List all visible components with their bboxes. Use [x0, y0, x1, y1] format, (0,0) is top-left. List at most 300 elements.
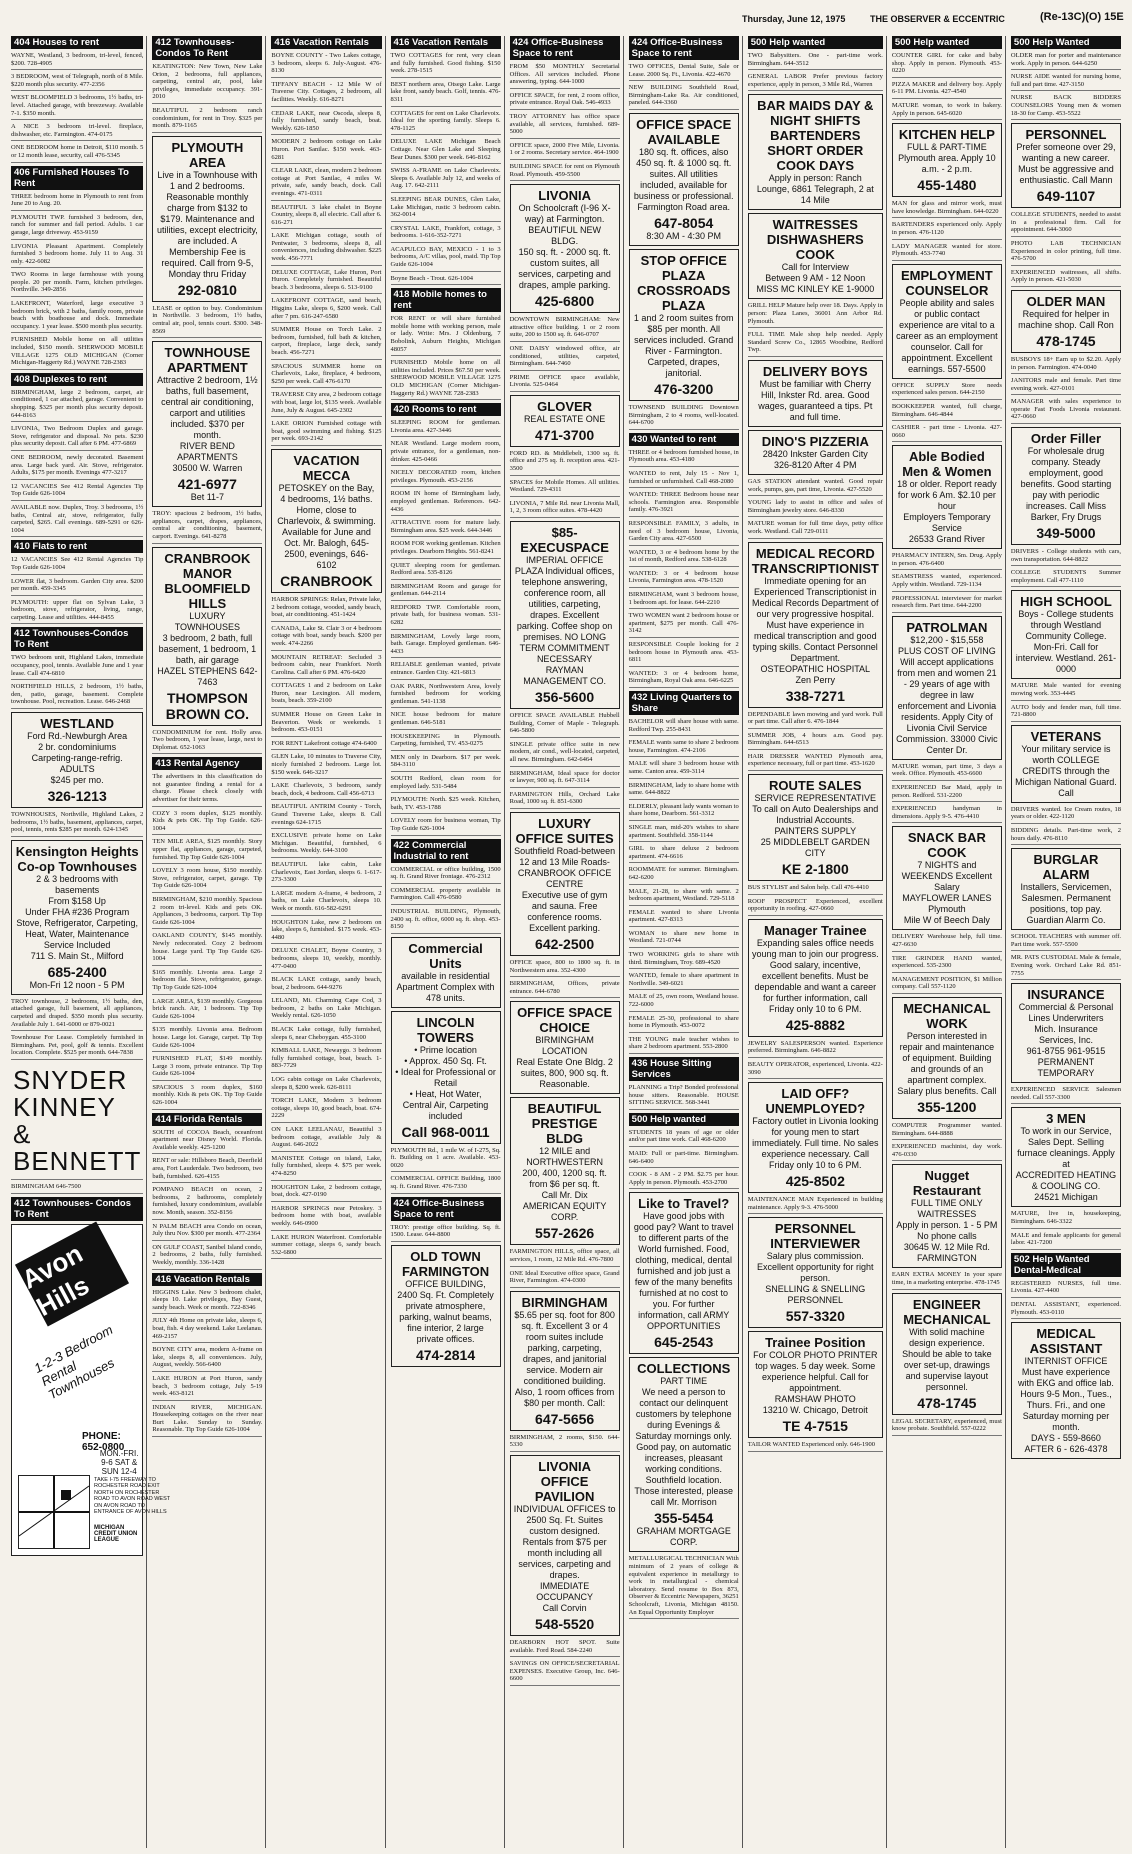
display-ad — [1011, 848, 1121, 930]
classified-ad: INDUSTRIAL BUILDING, Plymouth, 2400 sq. ft. office, 6000 sq. ft. shop. 453-8150 — [391, 908, 501, 934]
advertiser-logo: SNYDER KINNEY & BENNETT — [11, 1063, 143, 1180]
avon-hills-location-map — [18, 1475, 90, 1549]
display-ad — [11, 712, 143, 808]
classified-ad: TROY: spacious 2 bedroom, 1½ baths, appliances, carpet, drapes, appliances, central air conditioning, basement, carport. Evenings. 641-8278 — [152, 510, 262, 543]
classified-ad: GIRL to share deluxe 2 bedroom apartment. 474-6616 — [629, 845, 739, 863]
display-ad-phone: 349-5000 — [1036, 525, 1096, 542]
display-ad-phone: 326-1213 — [47, 788, 107, 805]
classified-ad: COLLEGE STUDENTS, needed to assist in a professional firm. Call for appointment. 644-3060 — [1011, 211, 1121, 237]
classified-ad: TORCH LAKE, Modern 3 bedroom cottage, sleeps 10, good beach, boat. 674-2229 — [271, 1097, 381, 1123]
classified-ad: DOWNTOWN BIRMINGHAM: New attractive office building. 1 or 2 room suite, 200 to 1500 sq. ft. 646-0707 — [510, 316, 620, 342]
display-ad-line: Between 9 AM - 12 Noon — [765, 273, 866, 284]
section-heading: 424 Office-Business Space to rent — [510, 36, 620, 60]
display-ad-title: BIRMINGHAM — [521, 1294, 608, 1310]
classified-ad: ATTRACTIVE room for mature lady. Birmingham area. $25 week. 644-3446 — [391, 519, 501, 537]
classified-column — [889, 36, 1006, 1848]
masthead — [0, 0, 1132, 24]
display-ad-line: Carpeting-range-refrig. — [31, 753, 123, 764]
section-heading: 412 Townhouses- Condos To Rent — [11, 1197, 143, 1221]
display-ad-line: 12 MILE and NORTHWESTERN — [526, 1146, 604, 1168]
display-ad-line: Prefer someone over 29, wanting a new career. Must be aggressive and enthusiastic. Call Mann — [1016, 142, 1116, 186]
display-ad-line: 180 sq. ft. offices, also 450 sq. ft. & 1000 sq. ft. suites. All utilities included, available for business or professional. Farmington Road area. — [633, 146, 734, 212]
classified-ad: TRAVERSE City area, 2 bedroom cottage with boat, large lot, $135 week. Available June, July & August. 645-2302 — [271, 391, 381, 417]
classified-ad: LAKEFRONT, Waterford, large executive 3 bedroom brick, with 2 baths, family room, private beach with boathouse and dock. Immediate occupancy. 1 year lease. $500 month plus security. — [11, 300, 143, 333]
display-ad-line: REAL ESTATE ONE — [523, 413, 606, 424]
classified-ad: LAKE ORION Furnished cottage with boat, good swimming and fishing. $125 per week. 693-2142 — [271, 420, 381, 446]
classified-ad: LAKE HURON Waterfront. Comfortable summer cottage, sleeps 6, sandy beach. 532-6800 — [271, 1234, 381, 1260]
classified-ad: LIVONIA, Two Bedroom Duplex and garage. Stove, refrigerator and disposal. No pets. $230 plus security deposit. Call after 6 PM. 477-6869 — [11, 425, 143, 451]
display-ad-line: Call Corvin — [542, 1602, 587, 1613]
classified-ad: LARGE modern A-frame, 4 bedroom, 2 baths, on Lake Charlevoix, sleeps 10. Week or month. 616-582-6291 — [271, 890, 381, 916]
classified-ad: LOVELY 3 room house, $150 monthly. Stove, refrigerator, carpet, garage. Tip Top Guide 626-1004 — [152, 867, 262, 893]
display-ad — [892, 997, 1002, 1119]
classified-ad: FARMINGTON HILLS, office space, all services, 1 room, 12 Mile Rd. 476-7800 — [510, 1248, 620, 1266]
section-heading: 502 Help Wanted Dental-Medical — [1011, 1253, 1121, 1277]
display-ad-line: 200, 400, 1200 sq. ft. from $6 per sq. ft. — [522, 1168, 607, 1190]
display-ad — [510, 812, 620, 956]
classified-ad: MAINTENANCE MAN Experienced in building maintenance. Apply 9-3. 476-5000 — [748, 1196, 883, 1214]
display-ad-title: ENGINEER MECHANICAL — [903, 1296, 991, 1327]
advertiser-logo-sub: BIRMINGHAM 646-7500 — [11, 1183, 143, 1194]
section-heading: 418 Mobile homes to rent — [391, 288, 501, 312]
display-ad — [748, 919, 883, 1037]
classified-ad: FARMINGTON Hills, Orchard Lake Road, 1000 sq. ft. 851-6300 — [510, 791, 620, 809]
display-ad-line: BIRMINGHAM LOCATION — [535, 1035, 594, 1057]
classified-ad: BEST northern area, Otsego Lake. Large lake front, sandy beach. Golf, tennis. 476-8311 — [391, 81, 501, 107]
display-ad — [748, 1331, 883, 1438]
classified-ad: ONE BEDROOM home in Detroit, $110 month. 5 or 12 month lease, security, call 476-5345 — [11, 144, 143, 162]
classified-ad: OFFICE space, 800 to 1800 sq. ft. in Northwestern area. 352-4300 — [510, 959, 620, 977]
display-ad — [510, 521, 620, 709]
display-ad-line: From $158 Up — [48, 895, 106, 906]
classified-ad: MATURE, live in, housekeeping, Birmingham. 646-3322 — [1011, 1210, 1121, 1228]
section-heading: 412 Townhouses-Condos To Rent — [11, 627, 143, 651]
classified-ad: SOUTH Redford, clean room for employed lady. 531-5484 — [391, 775, 501, 793]
classified-ad: EXPERIENCED waitresses, all shifts. Apply in person. 421-5030 — [1011, 269, 1121, 287]
classified-ad: LOWER flat, 3 bedroom. Garden City area. $200 per month. 459-3345 — [11, 578, 143, 596]
display-ad-title: CRANBROOK MANOR BLOOMFIELD HILLS — [164, 550, 251, 611]
classified-ad: BUSBOYS 18+ Earn up to $2.20. Apply in person. Farmington. 474-0040 — [1011, 356, 1121, 374]
classified-ad: SWISS A-FRAME on Lake Charlevoix. Sleeps 6. Available July 12, and weeks of Aug. 17. 642-2111 — [391, 167, 501, 193]
classified-ad: LAKEFRONT COTTAGE, sand beach, Higgins Lake, sleeps 6, $200 week. Call after 7 pm. 616-247-6580 — [271, 297, 381, 323]
map-icon — [19, 1476, 89, 1548]
classified-ad: OAK PARK, Northwestern Area, lovely furnished bedroom for working gentleman. 541-1138 — [391, 683, 501, 709]
classified-ad: ON GULF COAST, Sanibel Island condo, 2 bedrooms, 2 baths, fully furnished. Weekly, monthly. 336-1428 — [152, 1244, 262, 1270]
display-ad-line: Will accept applications from men and women 21 - 29 years of age with degree in law enforcement and Livonia residents. Apply City of Livonia Civil Service Commission. 33000 Civic Center Dr. — [896, 656, 998, 755]
classified-ad: RESPONSIBLE Couple looking for 2 bedroom house in Plymouth area. 453-6811 — [629, 641, 739, 667]
classified-ad: CRYSTAL LAKE, Frankfort, cottage, 3 bedrooms. 1-616-352-7271 — [391, 225, 501, 243]
classified-ad: NEAR Westland. Large modern room, private entrance, for a gentleman, non-drinker. 425-0466 — [391, 440, 501, 466]
display-ad-line: For COLOR PHOTO PRINTER top wages. 5 day week. Some experience helpful. Call for appointment. — [753, 1350, 878, 1394]
display-ad — [748, 774, 883, 881]
section-heading: 413 Rental Agency — [152, 757, 262, 770]
classified-ad: SEAMSTRESS wanted, experienced. Apply within. Westland. 729-1134 — [892, 573, 1002, 591]
classified-ad: ON LAKE LEELANAU, Beautiful 3 bedroom cottage, available July & August. 646-2022 — [271, 1126, 381, 1152]
classified-ad: $135 monthly. Livonia area. Bedroom house. Large lot. Garage, carpet. Tip Top Guide 626-1004 — [152, 1026, 262, 1052]
display-ad-line: Executive use of gym and sauna. Free conference rooms. Excellent parking. — [521, 889, 608, 933]
display-ad-line: Immediate opening for an Experienced Transcriptionist in Medical Records Department of our very progressive hospital. Must have experience in medical transcription and good typing skills. Contact Personnel Department. — [752, 575, 879, 663]
display-ad-phone: 557-3320 — [785, 1308, 845, 1325]
classified-ad: ONE DAISY windowed office, air conditioned, utilities, carpeted, Birmingham. 644-7460 — [510, 345, 620, 371]
classified-ad: PHARMACY INTERN, Sm. Drug. Apply in person. 476-6400 — [892, 552, 1002, 570]
display-ad-title: WAITRESSES DISHWASHERS COOK — [766, 217, 864, 263]
display-ad-phone: 478-1745 — [1036, 332, 1096, 349]
classified-ad: EXPERIENCED handyman in dimensions. Apply 9-5. 476-4410 — [892, 805, 1002, 823]
classified-ad: LAKE HURON at Port Huron, sandy beach, 3 bedroom cottage, July 5-19 week. 463-8121 — [152, 1375, 262, 1401]
display-ad-line: HAZEL STEPHENS 642-7463 — [157, 665, 258, 687]
display-ad-line: RAYMAN MANAGEMENT CO. — [523, 665, 607, 687]
classified-ad: LEASE or option to buy. Condominium in Northville. 3 bedroom, 1½ baths, central air, pool, tennis court. $300. 348-8569 — [152, 305, 262, 338]
classified-ad: FULL TIME Male shop help needed. Apply Standard Screw Co., 12865 Woodbine, Redford Twp. — [748, 331, 883, 357]
display-ad — [629, 1192, 739, 1354]
classified-ad: FEMALE wants same to share 2 bedroom house, Farmington. 474-2106 — [629, 739, 739, 757]
display-ad-line: 25 MIDDLEBELT GARDEN CITY — [760, 837, 870, 859]
display-ad-title: ROUTE SALES — [769, 778, 862, 794]
classified-ad: MALE of 25, own room, Westland house. 722-6000 — [629, 993, 739, 1011]
display-ad-line: SERVICE REPRESENTATIVE — [754, 793, 877, 804]
classified-ad: 3 BEDROOM, west of Telegraph, north of 8 Mile. $220 month plus security. 477-2356 — [11, 73, 143, 91]
display-ad — [748, 1082, 883, 1193]
classified-column — [626, 36, 743, 1848]
display-ad-line: To work in our Service, Sales Dept. Selling furnace cleanings. Apply at — [1017, 1126, 1115, 1170]
display-ad-line: AMERICAN EQUITY CORP. — [522, 1201, 607, 1223]
classified-ad: SAVINGS ON OFFICE/SECRETARIAL EXPENSES. Executive Group, Inc. 646-6600 — [510, 1660, 620, 1686]
display-ad-title: Order Filler — [1030, 431, 1101, 447]
display-ad-line: PAINTERS SUPPLY — [774, 826, 857, 837]
display-ad — [892, 264, 1002, 379]
display-ad-phone: 478-1745 — [917, 1394, 977, 1411]
display-ad-hours: Mon-Fri 12 noon - 5 PM — [29, 979, 125, 990]
display-ad-phone: 548-5520 — [535, 1615, 595, 1632]
classified-ad: Townhouse For Lease. Completely furnished in Birmingham. Pet, pool, golf & tennis. Excellent location. Complete. $525 per month. 644-7838 — [11, 1034, 143, 1060]
classified-ad: COOK - 8 AM - 2 PM. $2.75 per hour. Apply in person. Plymouth. 453-2700 — [629, 1171, 739, 1189]
display-ad — [391, 1011, 501, 1144]
display-ad-title: PERSONNEL INTERVIEWER — [770, 1221, 861, 1252]
classified-ad: Boyne Beach - Trout. 626-1004 — [391, 275, 501, 286]
display-ad-phone: TE 4-7515 — [782, 1418, 848, 1435]
display-ad-line: Commercial & Personal Lines Underwriters — [1018, 1002, 1114, 1024]
classified-ad: SPACIOUS SUMMER home on Charlevoix, Lake, fireplace, 4 bedroom, $250 per week. Call 476-6170 — [271, 363, 381, 389]
classified-column — [507, 36, 624, 1848]
classified-ad: NURSE AIDE wanted for nursing home, full and part time. 427-3150 — [1011, 73, 1121, 91]
classified-ad: MODERN 2 bedroom cottage on Lake Huron. Port Sanilac. $150 week. 463-6281 — [271, 138, 381, 164]
classified-ad: MALE, 21-28, to share with same. 2 bedroom apartment, Westland. 729-5118 — [629, 888, 739, 906]
display-ad-title: INSURANCE — [1027, 987, 1105, 1003]
avon-hills-directions: TAKE I-75 FREEWAY TO ROCHESTER ROAD EXIT NORTH ON ROCHESTER ROAD TO AVON ROAD WEST ON AVON ROAD TO ENTRANCE OF AVON HILLS — [94, 1476, 170, 1516]
display-ad-title: Like to Travel? — [638, 1196, 730, 1212]
display-ad — [748, 360, 883, 427]
classified-ad: CANADA, Lake St. Clair 3 or 4 bedroom cottage with boat, sandy beach. $200 per week. 474-2266 — [271, 625, 381, 651]
classified-ad: JULY 4th Home on private lake, sleeps 6, boat, fish. 4 day weekend. Lake Leelanau. 469-2157 — [152, 1317, 262, 1343]
classified-ad: N PALM BEACH area Condo on ocean, July thru Nov. $300 per month. 477-2364 — [152, 1223, 262, 1241]
classified-ad: JANITORS male and female. Part time evening work. 427-0101 — [1011, 377, 1121, 395]
classified-ad: EXPERIENCED machinist, day work. 476-0330 — [892, 1143, 1002, 1161]
section-heading: 500 Help Wanted — [1011, 36, 1121, 49]
classified-ad: TOWNSEND BUILDING Downtown Birmingham, 2 to 4 rooms, well-located. 644-6700 — [629, 404, 739, 430]
classified-ad: HAIR DRESSER WANTED Plymouth area, experience necessary, full or part time. 453-1620 — [748, 753, 883, 771]
display-ad-line: 30500 W. Warren — [172, 463, 243, 474]
classified-ad: FURNISHED Mobile home on all utilities included, $150 month. SHERWOOD MOBILE VILLAGE 1275 OLD MICHIGAN (Corner Michigan-Haggerty Rd.) WAYNE 728-2383 — [11, 336, 143, 369]
display-ad-title: 3 MEN — [1046, 1111, 1086, 1127]
classified-ad: TAILOR WANTED Experienced only. 646-1900 — [748, 1441, 883, 1452]
classified-ad: SUMMER House on Torch Lake. 2 bedroom, furnished, full bath & kitchen, carport, fireplace, large deck, sandy beach. 456-7271 — [271, 326, 381, 359]
classified-ad: ROOF PROSPECT Experienced, excellent opportunity in roofing. 427-0660 — [748, 898, 883, 916]
display-ad-title: PLYMOUTH AREA — [171, 139, 244, 170]
display-ad-title: WESTLAND — [40, 716, 114, 732]
classified-ad: COMPUTER Programmer wanted. Birmingham. 644-8888 — [892, 1122, 1002, 1140]
display-ad-line: Plymouth area. Apply 10 a.m. - 2 p.m. — [898, 153, 996, 175]
display-ad-phone: 647-8054 — [654, 214, 714, 231]
display-ad-line: WAITRESSES — [917, 1209, 977, 1220]
display-ad-line: FULL & PART-TIME — [906, 142, 987, 153]
display-ad-line: Plymouth — [928, 904, 966, 915]
display-ad-line: Expanding sales office needs young man to join our progress. Good salary, incentive, excellent benefits. Must be dependable and want a career for further information, call Friday only 10 to 6 PM. — [752, 937, 879, 1014]
classified-ad: TWO WOMEN want 2 bedroom house or apartment, $275 per month. Call 476-3142 — [629, 612, 739, 638]
classified-ad: NURSE BACK BIDDERS COUNSELORS Young men & women 18-30 for Camp. 453-5522 — [1011, 94, 1121, 120]
display-ad-title: Commercial Units — [408, 940, 483, 971]
display-ad-line: Stove, Refrigerator, Carpeting, Heat, Water, Maintenance Service Included — [16, 917, 138, 950]
display-ad-line: Under FHA #236 Program — [25, 906, 130, 917]
classified-ad: FORD RD. & Middlebelt, 1300 sq. ft. office and 275 sq. ft. reception area. 421-3500 — [510, 450, 620, 476]
display-ad-line: FULL TIME ONLY — [910, 1198, 983, 1209]
display-ad-line: 24521 Michigan — [1034, 1192, 1098, 1203]
page-number: (Re-13C)(O) 15E — [1040, 11, 1124, 23]
display-ad-title: TOWNHOUSE APARTMENT — [164, 345, 251, 376]
display-ad-title: STOP OFFICE PLAZA CROSSROADS PLAZA — [637, 252, 731, 313]
display-ad-title: OFFICE SPACE AVAILABLE — [636, 116, 732, 147]
display-ad-phone: 292-0810 — [177, 281, 237, 298]
classified-ad: FOR RENT Lakefront cottage 474-6400 — [271, 740, 381, 751]
display-ad — [11, 840, 143, 995]
section-heading: 410 Flats to rent — [11, 540, 143, 553]
display-ad-line: ADULTS — [59, 764, 95, 775]
display-ad-line: Mich. Insurance Services, Inc. — [1034, 1024, 1098, 1046]
classified-ad: TWO WORKING girls to share with third. Birmingham, Troy. 689-4520 — [629, 951, 739, 969]
classified-ad: TWO OFFICES, Dental Suite, Sale or Lease. 2000 Sq. Ft., Livonia. 422-4670 — [629, 63, 739, 81]
classified-ad: KEATINGTON: New Town, New Lake Orion, 2 bedrooms, full appliances, carpeting, central air, pool, lake privileges, immediate occupancy. 391-2010 — [152, 63, 262, 104]
classified-ad: LARGE AREA, $139 monthly. Gorgeous brick ranch. Air, 1 bedroom. Tip Top Guide 626-1004 — [152, 998, 262, 1024]
display-ad-line: PART TIME — [660, 1376, 708, 1387]
display-ad-phone: 421-6977 — [177, 476, 237, 493]
classified-column — [149, 36, 266, 1848]
display-ad-title: Able Bodied Men & Women — [902, 449, 992, 480]
display-ad-line: LUXURY TOWNHOUSES — [174, 610, 241, 632]
section-heading: 436 House Sitting Services — [629, 1057, 739, 1081]
display-ad-line: Employers Temporary Service — [903, 512, 991, 534]
display-ad-line: Zen Perry — [795, 674, 836, 685]
classified-ad: BIDDING details. Part-time work, 2 hours daily. 476-8110 — [1011, 827, 1121, 845]
display-ad-line: 711 S. Main St., Milford — [30, 950, 124, 961]
display-ad-hours: Bet 11-7 — [190, 492, 225, 503]
classified-ad: BUILDING SPACE for rent on Plymouth Road. Plymouth. 459-5500 — [510, 163, 620, 181]
display-ad — [748, 94, 883, 210]
classified-ad: DELUXE CHALET, Boyne Country, 3 bedrooms, sleeps 10, weekly, monthly. 477-0400 — [271, 947, 381, 973]
display-ad-title: GLOVER — [537, 398, 593, 414]
display-ad-phone: 355-1200 — [917, 1098, 977, 1115]
classified-ad: TROY townhouse, 2 bedrooms, 1½ baths, den, attached garage, full basement, all appliances, carpeted and draped. $350 month plus security. Available July 1. 641-6000 or 879-0021 — [11, 998, 143, 1031]
classified-ad: COMMERCIAL or office building, 1500 sq. ft. Grand River frontage. 476-2312 — [391, 866, 501, 884]
display-ad-line: Salary plus commission. Excellent opportunity for right person. — [757, 1251, 874, 1284]
classified-ad: WANTED: 3 or 4 bedroom home, Birmingham, Royal Oak area. 646-6225 — [629, 670, 739, 688]
classified-ad: RENT or sale: Hillsboro Beach, Deerfield area, Fort Lauderdale. Two bedroom, two bath, furnished. 626-4155 — [152, 1157, 262, 1183]
display-ad-line: PETOSKEY on the Bay, 4 bedrooms, 1½ baths. Home, close to Charlevoix, & swimming. Available for June and Oct. Mr. Balogh, 645-2500, evenings, 646-6102 — [277, 482, 376, 570]
classified-ad: STUDENTS 18 years of age or older and/or part time work. Call 468-6200 — [629, 1129, 739, 1147]
display-ad-title: OLD TOWN FARMINGTON — [401, 1248, 490, 1279]
display-ad-phone: 645-2543 — [654, 1334, 714, 1351]
display-ad-line: • Ideal for Professional or Retail — [395, 1066, 496, 1088]
classified-ad: OFFICE SPACE AVAILABLE Hubbell Building, Corner of Maple - Telegraph. 646-5800 — [510, 712, 620, 738]
display-ad — [748, 213, 883, 299]
classified-ad: BUS STYLIST and Salon help. Call 476-4410 — [748, 884, 883, 895]
classified-ad: BIRMINGHAM Room and garage for gentleman. 644-2114 — [391, 583, 501, 601]
display-ad-line: 7 NIGHTS and WEEKENDS Excellent Salary — [901, 860, 993, 893]
classified-ad: MR. PATS CUSTODIAL Male & female, Evening work. Orchard Lake Rd. 851-7755 — [1011, 954, 1121, 980]
classified-ad: BLACK Lake cottage, fully furnished, sleeps 6, near Cheboygan. 455-3100 — [271, 1026, 381, 1044]
classified-ad: COMMERCIAL OFFICE Building, 1800 sq. ft. Grand River. 476-7330 — [391, 1175, 501, 1193]
classified-ad: ROOMMATE for summer. Birmingham. 642-6200 — [629, 866, 739, 884]
classified-ad: BIRMINGHAM, Lovely large room, bath. Garage. Employed gentleman. 646-4433 — [391, 633, 501, 659]
classified-ad: BEAUTY OPERATOR, experienced, Livonia. 422-3090 — [748, 1061, 883, 1079]
classified-ad: TEN MILE AREA, $125 monthly. Story upper flat, appliances, garage, carpeted, furnished. Tip Top Guide 626-1004 — [152, 838, 262, 864]
classified-ad: COUNTER GIRL for cake and baby shop. Apply in person. Plymouth. 453-0220 — [892, 52, 1002, 78]
classified-ad: AVAILABLE now. Duplex, Troy. 3 bedrooms, 1½ baths, Central air, stove, refrigerator, fully carpeted, $265. Call evenings. 689-5291 or 626-1004 — [11, 504, 143, 537]
classified-ad: THREE bedroom home in Plymouth to rent from June 20 to Aug. 20. — [11, 193, 143, 211]
display-ad-line: 13210 W. Chicago, Detroit — [762, 1405, 868, 1416]
display-ad-line: Call for Interview — [781, 262, 849, 273]
classified-ad: BIRMINGHAM, $210 monthly. Spacious 2 room tri-level. Kids and pets OK. Appliances, 3 bedrooms, carport. Tip Top Guide 626-1004 — [152, 896, 262, 929]
display-ad-phone: 425-8882 — [785, 1016, 845, 1033]
section-heading: 404 Houses to rent — [11, 36, 143, 49]
display-ad-phone: 649-1107 — [1036, 188, 1096, 205]
classified-ad: KIMBALL LAKE, Newaygo. 3 bedroom fully furnished cottage, boat, beach. 1-883-7729 — [271, 1047, 381, 1073]
display-ad — [629, 1357, 739, 1552]
classified-ad: LOVELY room for business woman, Tip Top Guide 626-1004 — [391, 817, 501, 835]
classified-ad: NORTHFIELD HILLS, 2 bedroom, 1½ baths, den, patio, garage, basement. Complete townhouse. Pool, recreation. Lease. 646-2468 — [11, 683, 143, 709]
display-ad-title: EMPLOYMENT COUNSELOR — [901, 267, 993, 298]
classified-ad: BACHELOR will share house with same. Redford Twp. 255-8431 — [629, 718, 739, 736]
classified-ad: MATURE woman for full time days, petty office work. Westland. Call 729-0111 — [748, 520, 883, 538]
classified-ad: MAID: Full or part-time. Birmingham. 646-6400 — [629, 1150, 739, 1168]
display-ad-phone: 355-5454 — [654, 1510, 714, 1527]
classified-ad: PRIME OFFICE space available, Livonia. 525-0464 — [510, 374, 620, 392]
classified-ad: SUMMER JOB, 4 hours a.m. Good pay. Birmingham. 644-6513 — [748, 732, 883, 750]
display-ad-line: Call Mr. Dix — [541, 1190, 588, 1201]
section-heading: 408 Duplexes to rent — [11, 373, 143, 386]
classified-ad: TROY ATTORNEY has office space available, all services, furnished. 689-5000 — [510, 113, 620, 139]
display-ad — [1011, 1322, 1121, 1459]
classified-ad: AUTO body and fender man, full time. 721-8800 — [1011, 704, 1121, 722]
display-ad-line: 28420 Inkster Garden City — [762, 448, 868, 459]
classified-ad: ROOM FOR working gentleman. Kitchen privileges. Dearborn Heights. 561-8241 — [391, 540, 501, 558]
classified-ad: MOUNTAIN RETREAT: Secluded 3 bedroom cabin, near Frankfort. North Carolina. Call after 6 PM. 476-6420 — [271, 654, 381, 680]
display-ad — [510, 1291, 620, 1431]
display-ad-line: BEAUTIFUL NEW BLDG. — [528, 225, 601, 247]
classified-ad: GLEN Lake, 10 minutes to Traverse City, nicely furnished 2 bedroom. Large lot. $150 week. 646-3217 — [271, 753, 381, 779]
classified-ad: MEN only in Dearborn. $17 per week. 584-3110 — [391, 754, 501, 772]
display-ad — [510, 1455, 620, 1636]
display-ad-line: MISS MC KINLEY KE 1-9000 — [756, 284, 875, 295]
classified-ad: MATURE woman, part time, 3 days a week. Office. Plymouth. 453-6600 — [892, 763, 1002, 781]
classified-ad: A NICE 3 bedroom tri-level. fireplace, dishwasher, etc. Farmington. 474-0175 — [11, 123, 143, 141]
display-ad-phone: THOMPSON BROWN CO. — [165, 689, 249, 722]
classified-ad: BIRMINGHAM, lady to share home with same. 644-8822 — [629, 782, 739, 800]
classified-ad: MALE will share 3 bedroom house with same. Canton area. 459-3114 — [629, 760, 739, 778]
classified-ad: INDIAN RIVER, MICHIGAN. Housekeeping cottages on the river near Burt Lake. Sunday to Sunday. Reasonable. Tip Top Guide 626-1004 — [152, 1404, 262, 1437]
display-ad-price: $245 per mo. — [50, 775, 104, 786]
display-ad-line: Live in a Townhouse with 1 and 2 bedrooms. Reasonable monthly charge from $132 to $179. Maintenance and utilities, except electricity, are included. A Membership Fee is required. Call from 9-5, Monday thru Friday — [156, 169, 258, 279]
classified-ad: NICELY DECORATED room, kitchen privileges. Plymouth. 453-2156 — [391, 469, 501, 487]
display-ad-phone: 471-3700 — [535, 426, 595, 443]
display-ad-title: OFFICE SPACE CHOICE — [517, 1005, 613, 1036]
display-ad — [892, 445, 1002, 549]
classified-ad: OFFICE SUPPLY Store needs experienced sales person. 644-2150 — [892, 382, 1002, 400]
classified-column — [268, 36, 385, 1848]
display-ad-line: RIVER BEND APARTMENTS — [177, 441, 238, 463]
classified-columns — [8, 36, 1124, 1848]
display-ad-line: 2 br. condominiums — [38, 742, 117, 753]
classified-ad: COZY 3 room duplex, $125 monthly. Kids & pets OK. Tip Top Guide. 626-1004 — [152, 810, 262, 836]
display-ad-line: INDIVIDUAL OFFICES to 2500 Sq. Ft. Suites custom designed. Rentals from $75 per month including all services, carpeting and drapes. — [513, 1503, 616, 1580]
display-ad-line: $12,200 - $15,558 — [910, 634, 984, 645]
classified-ad: REDFORD TWP. Comfortable room, private bath, for business woman. 531-6282 — [391, 604, 501, 630]
classified-ad: PLYMOUTH Rd., 1 mile W. of I-275, Sq. ft. Building on 1 acre. Available. 453-0020 — [391, 1147, 501, 1173]
display-ad-line: 26533 Grand River — [908, 534, 985, 545]
classified-ad: HARBOR SPRINGS: Relax, Private lake, 2 bedroom cottage, wooded, sandy beach, boat, air conditioning. 451-1424 — [271, 596, 381, 622]
avon-hills-phone: PHONE: 652-0800 — [82, 1430, 125, 1453]
display-ad-line: 30645 W. 12 Mile Rd. — [903, 1242, 990, 1253]
display-ad-line: 2 & 3 bedrooms with basements — [36, 873, 119, 895]
classified-ad: FEMALE 25-30, professional to share home in Plymouth. 453-0072 — [629, 1015, 739, 1033]
display-ad — [1011, 427, 1121, 545]
section-heading: 500 Help wanted — [892, 36, 1002, 49]
display-ad-line: People ability and sales or public contact experience are vital to a career as an employment counselor. Call for appointment. Excellent earnings. 557-5500 — [896, 297, 998, 374]
classified-ad: ONE Ideal Executive office space, Grand River, Farmington. 474-0300 — [510, 1270, 620, 1288]
section-heading: 416 Vacation Rentals — [391, 36, 501, 49]
classified-ad: PLYMOUTH: upper flat on Sylvan Lake, 3 bedroom, stove, refrigerator, living, range, carpeting. Lease and utilities. 444-8455 — [11, 599, 143, 625]
display-ad-title: PERSONNEL — [1025, 127, 1107, 143]
classified-ad: NICE house bedroom for mature gentleman. 646-5181 — [391, 711, 501, 729]
display-ad — [1011, 590, 1121, 679]
section-heading: 500 Help wanted — [629, 1113, 739, 1126]
display-ad-title: KITCHEN HELP — [898, 127, 995, 143]
display-ad-title: COLLECTIONS — [637, 1361, 731, 1377]
display-ad-phone: 356-5600 — [535, 689, 595, 706]
classified-ad: SINGLE private office suite in new modern, air cond., well-located, carpeted, all new. Birmingham. 642-6464 — [510, 741, 620, 767]
classified-ad: WANTED, 3 or 4 bedroom home by the 1st of month, Redford area. 538-6128 — [629, 549, 739, 567]
classified-ad: OLDER man for porter and maintenance work. Apply in person. 644-6250 — [1011, 52, 1121, 70]
section-heading: 406 Furnished Houses To Rent — [11, 166, 143, 190]
classified-ad: DEPENDABLE lawn mowing and yard work. Full or part time. Call after 6. 476-1844 — [748, 711, 883, 729]
classified-ad: 12 VACANCIES See 412 Rental Agencies Tip Top Guide 626-1004 — [11, 483, 143, 501]
display-ad-title: MECHANICAL WORK — [903, 1000, 991, 1031]
classified-ad: FROM $50 MONTHLY Secretarial Offices. All services included. Phone answering, typing. 644-1000 — [510, 63, 620, 89]
classified-ad: MATURE Male wanted for evening mowing work. 353-4445 — [1011, 682, 1121, 700]
display-ad-line: 150 sq. ft. - 2000 sq. ft. custom suites, all services, carpeting and drapes, ample parking. — [518, 247, 611, 291]
display-ad — [510, 395, 620, 447]
display-ad-title: MEDICAL ASSISTANT — [1029, 1326, 1103, 1357]
classified-ad: ROOM IN home of Birmingham lady, employed gentleman. References. 642-4436 — [391, 490, 501, 516]
display-ad-line: Required for helper in machine shop. Call Ron — [1018, 308, 1114, 330]
display-ad-phone: KE 2-1800 — [781, 861, 849, 878]
display-ad-line: IMPERIAL OFFICE PLAZA Individual offices, telephone answering, conference room, all utilities, carpeting, drapes. Excellent parking. Coffee shop on premises. NO LONG TERM COMMITMENT NECESSARY — [514, 555, 615, 665]
display-ad-line: We need a person to contact our delinquent customers by telephone during Evenings & Saturday mornings only. Good pay, on automatic increases, pleasant working conditions. Southfield location. Those interested, please call Mr. Morrison — [634, 1387, 733, 1508]
classified-ad: DELUXE LAKE Michigan Beach Cottage. Near Glen Lake and Sleeping Bear Dunes. $300 per week. 646-8162 — [391, 138, 501, 164]
classified-column — [388, 36, 505, 1848]
display-ad-line: With solid machine design experience. Should be able to take over set-up, drawings and supervise layout personnel. — [902, 1326, 992, 1392]
classified-ad: WANTED to rent, July 15 - Nov 1, furnished or unfurnished. Call 468-2080 — [629, 470, 739, 488]
display-ad-title: VACATION MECCA — [293, 452, 360, 483]
classified-column — [745, 36, 887, 1848]
